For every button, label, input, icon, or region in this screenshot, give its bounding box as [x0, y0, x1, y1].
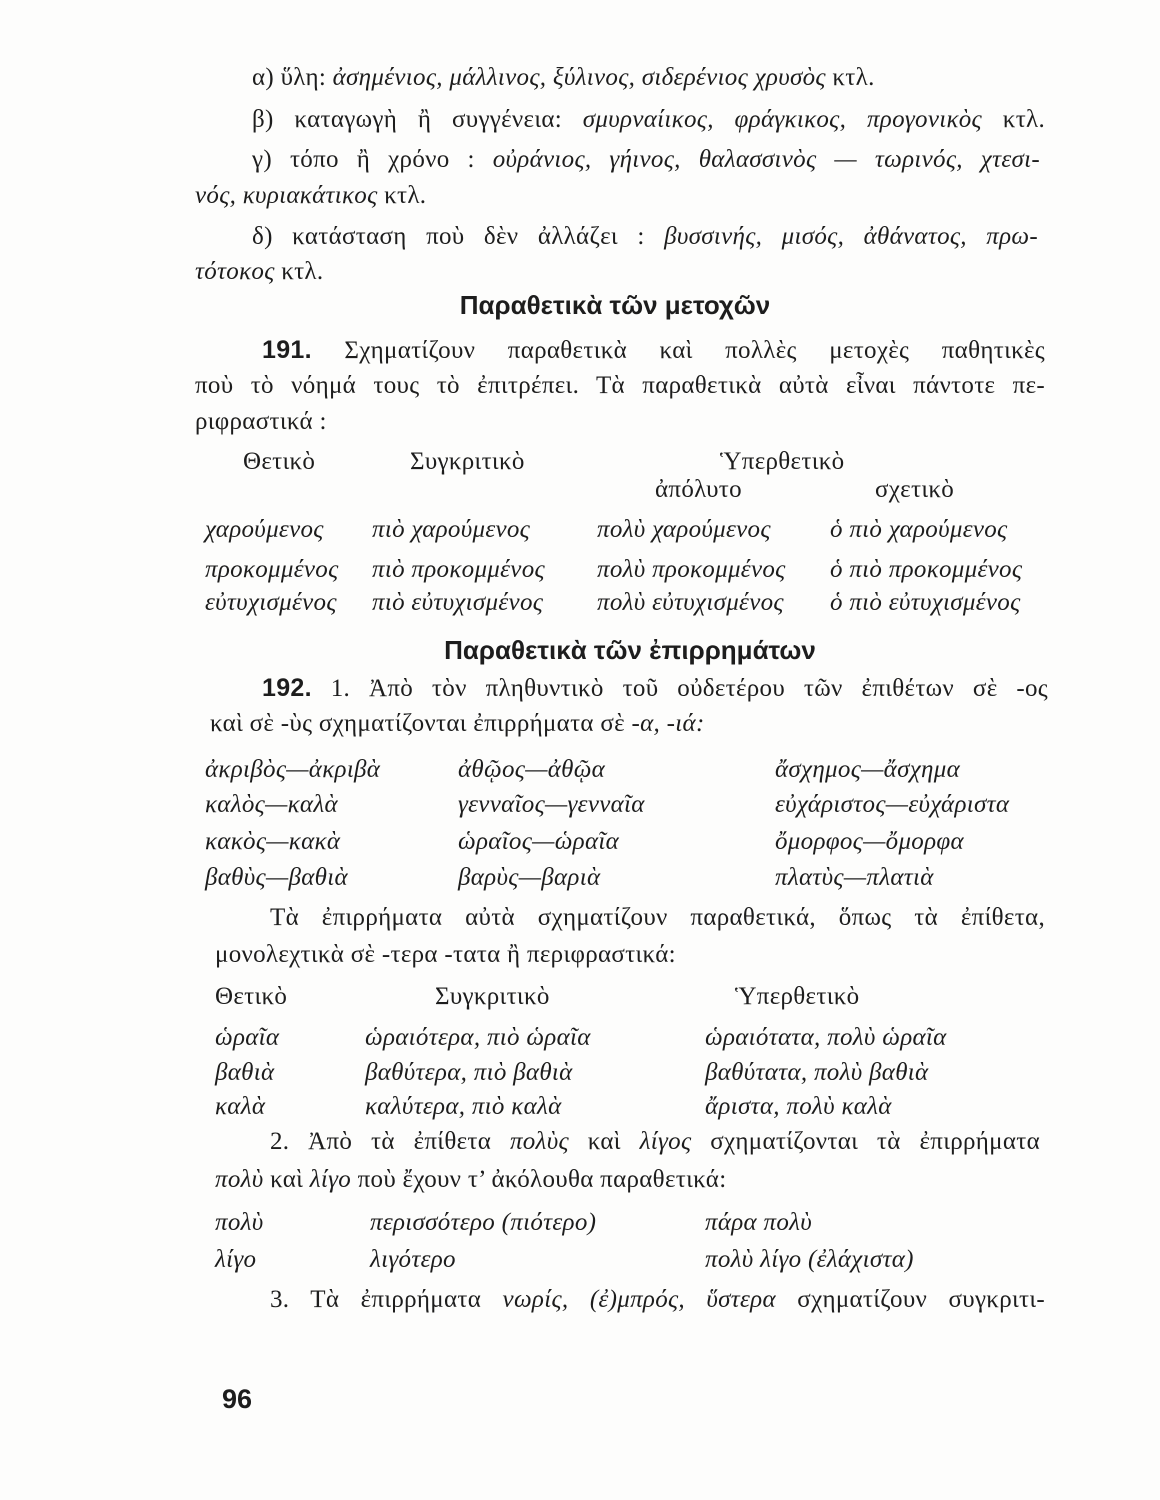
list-item: ὡραῖος—ὡραῖα: [458, 828, 620, 855]
table-cell: πολὺ χαρούμενος: [597, 516, 771, 543]
table-cell: βαθιὰ: [215, 1059, 275, 1086]
page-number: 96: [222, 1384, 253, 1414]
table-cell: πολὺ: [215, 1209, 264, 1236]
italic-text: λίγος: [639, 1128, 692, 1155]
italic-text: οὐράνιος, γήινος, θαλασσινὸς — τωρινός, χτεσι-: [492, 146, 1040, 173]
table-cell: πιὸ εὐτυχισμένος: [372, 589, 544, 616]
list-item: εὐχάριστος—εὐχάριστα: [775, 791, 1010, 818]
list-item: πλατὺς—πλατιὰ: [775, 864, 934, 891]
list-item: ἀθῷος—ἀθῷα: [458, 756, 606, 783]
header-superlative: Ὑπερθετικὸ: [720, 448, 845, 475]
category-line-a: [252, 61, 1045, 95]
paragraph-line: [215, 938, 1045, 972]
table-cell: εὐτυχισμένος: [205, 589, 337, 616]
text-run: μονολεχτικὰ σὲ -τερα -τατα ἢ περιφραστικά:: [215, 941, 676, 968]
italic-text: νός, κυριακάτικος: [195, 182, 378, 209]
table-cell: ὁ πιὸ προκομμένος: [830, 556, 1023, 583]
table-cell: προκομμένος: [205, 556, 339, 583]
text-run: 2. Ἀπὸ τὰ ἐπίθετα: [270, 1128, 510, 1155]
text-run: σχηματίζονται τὰ ἐπιρρήματα: [691, 1128, 1040, 1155]
italic-text: τότοκος: [195, 258, 275, 285]
list-item: γενναῖος—γενναῖα: [458, 791, 645, 818]
category-line-c: [252, 143, 1040, 177]
section-heading-adverbs: Παραθετικὰ τῶν ἐπιρρημάτων: [444, 635, 816, 665]
list-item: κακὸς—κακὰ: [205, 828, 341, 855]
paragraph-line: [270, 1283, 1045, 1317]
list-item: ὄμορφος—ὄμορφα: [775, 828, 964, 855]
table-cell: καλὰ: [215, 1093, 266, 1120]
list-item: ἄσχημος—ἄσχημα: [775, 756, 960, 783]
text-run: Τὰ ἐπιρρήματα αὐτὰ σχηματίζουν παραθετικά, ὅπως τὰ ἐπίθετα,: [270, 904, 1045, 931]
table-cell: ὡραῖα: [215, 1024, 280, 1051]
paragraph-line: [270, 901, 1045, 935]
list-item: βαθὺς—βαθιὰ: [205, 864, 348, 891]
italic-text: λίγο: [309, 1166, 352, 1193]
paragraph-line: [195, 405, 1045, 439]
text-run: 1. Ἀπὸ τὸν πληθυντικὸ τοῦ οὐδετέρου τῶν ἐπιθέτων σὲ -ος: [311, 675, 1048, 702]
header-comparative: Συγκριτικὸ: [410, 448, 525, 475]
bold-text: 191.: [262, 336, 312, 364]
text-run: α) ὕλη:: [252, 64, 333, 91]
header-comparative: Συγκριτικὸ: [435, 983, 550, 1010]
category-line-d: [252, 220, 1038, 254]
italic-text: πολὺ: [215, 1166, 264, 1193]
table-cell: ὡραιότατα, πολὺ ὡραῖα: [705, 1024, 947, 1051]
subheader-relative: σχετικὸ: [875, 476, 955, 503]
category-line-c-cont: [195, 179, 1045, 213]
header-superlative: Ὑπερθετικὸ: [735, 983, 860, 1010]
table-cell: ὡραιότερα, πιὸ ὡραῖα: [365, 1024, 591, 1051]
text-run: καὶ σὲ -ὺς σχηματίζονται ἐπιρρήματα σὲ: [210, 710, 632, 737]
text-run: β) καταγωγὴ ἢ συγγένεια:: [252, 106, 583, 133]
text-run: 3. Τὰ ἐπιρρήματα: [270, 1286, 503, 1313]
table-cell: πιὸ προκομμένος: [372, 556, 545, 583]
section-heading-participles: Παραθετικὰ τῶν μετοχῶν: [459, 290, 771, 320]
table-cell: καλύτερα, πιὸ καλὰ: [365, 1093, 562, 1120]
text-run: ποὺ ἔχουν τ’ ἀκόλουθα παραθετικά:: [351, 1166, 727, 1193]
text-run: Σχηματίζουν παραθετικὰ καὶ πολλὲς μετοχὲς παθητικὲς: [311, 337, 1045, 364]
text-run: καὶ: [263, 1166, 310, 1193]
table-cell: λίγο: [215, 1246, 257, 1273]
table-cell: ὁ πιὸ χαρούμενος: [830, 516, 1008, 543]
text-run: ποὺ τὸ νόημά τους τὸ ἐπιτρέπει. Τὰ παραθετικὰ αὐτὰ εἶναι πάντοτε πε-: [195, 372, 1045, 399]
table-cell: πολὺ εὐτυχισμένος: [597, 589, 784, 616]
table-cell: πιὸ χαρούμενος: [372, 516, 531, 543]
text-run: καὶ: [568, 1128, 640, 1155]
table-cell: περισσότερο (πιότερο): [370, 1209, 597, 1236]
table-cell: ἄριστα, πολὺ καλὰ: [705, 1093, 892, 1120]
text-run: κτλ.: [274, 258, 324, 285]
paragraph-line: [262, 671, 1048, 706]
header-positive: Θετικὸ: [243, 448, 316, 475]
table-cell: πάρα πολὺ: [705, 1209, 813, 1236]
italic-text: πολὺς: [509, 1128, 569, 1155]
table-cell: χαρούμενος: [205, 516, 324, 543]
italic-text: -α, -ιά:: [631, 710, 705, 737]
text-run: γ) τόπο ἢ χρόνο :: [252, 146, 493, 173]
table-cell: ὁ πιὸ εὐτυχισμένος: [830, 589, 1021, 616]
text-run: δ) κατάσταση ποὺ δὲν ἀλλάζει :: [252, 223, 665, 250]
italic-text: ἀσημένιος, μάλλινος, ξύλινος, σιδερένιος χρυσὸς: [332, 64, 826, 91]
text-run: ριφραστικά :: [195, 408, 327, 435]
header-positive: Θετικὸ: [215, 983, 288, 1010]
table-cell: πολὺ προκομμένος: [597, 556, 786, 583]
italic-text: νωρίς, (ἐ)μπρός, ὕστερα: [502, 1286, 776, 1313]
category-line-d-cont: [195, 255, 1045, 289]
paragraph-line: [215, 1163, 1045, 1197]
italic-text: σμυρναίικος, φράγκικος, προγονικὸς: [582, 106, 983, 133]
paragraph-line: [262, 333, 1045, 368]
list-item: καλὸς—καλὰ: [205, 791, 338, 818]
text-run: κτλ.: [982, 106, 1046, 133]
table-cell: βαθύτατα, πολὺ βαθιὰ: [705, 1059, 929, 1086]
paragraph-line: [270, 1125, 1040, 1159]
category-line-b: [252, 103, 1045, 137]
text-run: σχηματίζουν συγκριτι-: [775, 1286, 1045, 1313]
table-cell: πολὺ λίγο (ἐλάχιστα): [705, 1246, 914, 1273]
italic-text: βυσσινής, μισός, ἀθάνατος, πρω-: [664, 223, 1038, 250]
paragraph-line: [210, 707, 1045, 741]
table-cell: λιγότερο: [370, 1246, 456, 1273]
list-item: βαρὺς—βαριὰ: [458, 864, 601, 891]
subheader-absolute: ἀπόλυτο: [655, 476, 742, 503]
list-item: ἀκριβὸς—ἀκριβὰ: [205, 756, 381, 783]
text-run: κτλ.: [377, 182, 427, 209]
paragraph-line: [195, 369, 1045, 403]
text-run: κτλ.: [825, 64, 875, 91]
bold-text: 192.: [262, 674, 312, 702]
table-cell: βαθύτερα, πιὸ βαθιὰ: [365, 1059, 573, 1086]
